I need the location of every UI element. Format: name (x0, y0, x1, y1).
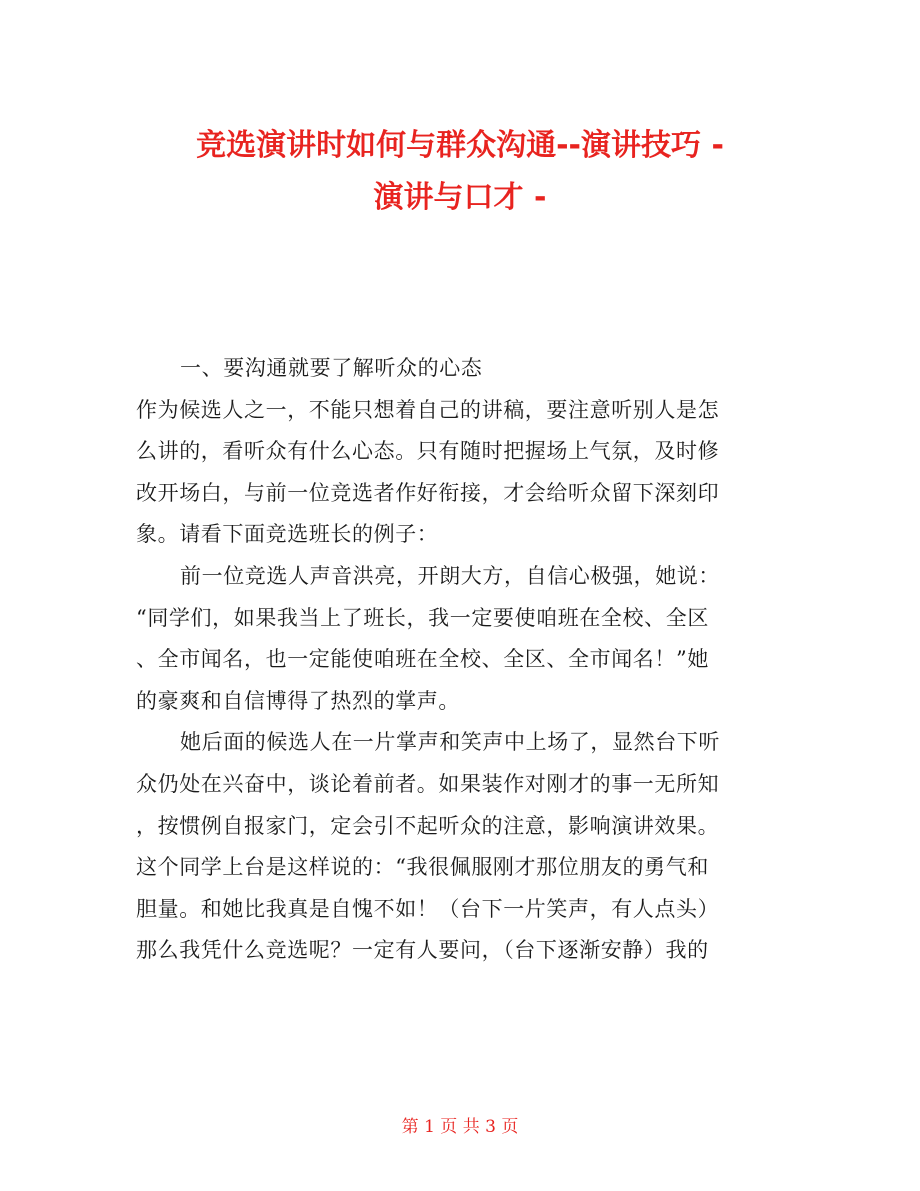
paragraph-line: 、全市闻名，也一定能使咱班在全校、全区、全市闻名！”她 (136, 647, 709, 672)
paragraph-line: “同学们，如果我当上了班长，我一定要使咱班在全校、全区 (136, 605, 709, 630)
paragraph-line: 这个同学上台是这样说的：“我很佩服刚才那位朋友的勇气和 (136, 855, 709, 880)
paragraph-line: 的豪爽和自信博得了热烈的掌声。 (136, 688, 460, 713)
paragraph-line: 那么我凭什么竞选呢？一定有人要问，（台下逐渐安静）我的 (136, 938, 709, 963)
document-title-line-1: 竞选演讲时如何与群众沟通--演讲技巧 - (196, 128, 724, 163)
paragraph-line: 前一位竞选人声音洪亮，开朗大方，自信心极强，她说： (180, 563, 720, 588)
document-body (136, 348, 796, 972)
paragraph-line: 她后面的候选人在一片掌声和笑声中上场了，显然台下听 (180, 730, 720, 755)
paragraph-line: 胆量。和她比我真是自愧不如！（台下一片笑声，有人点头） (136, 896, 720, 921)
paragraph-line: 么讲的，看听众有什么心态。只有随时把握场上气氛，及时修 (136, 439, 720, 464)
paragraph-line: 改开场白，与前一位竞选者作好衔接，才会给听众留下深刻印 (136, 480, 720, 505)
paragraph-line: 众仍处在兴奋中，谈论着前者。如果装作对刚才的事一无所知 (136, 771, 720, 796)
paragraph-line: ，按惯例自报家门，定会引不起听众的注意，影响演讲效果。 (136, 813, 720, 838)
paragraph-line: 象。请看下面竞选班长的例子： (136, 522, 439, 547)
document-title-line-2: 演讲与口才 - (373, 180, 547, 215)
page-number-footer: 第 1 页 共 3 页 (401, 1117, 519, 1137)
section-heading: 一、要沟通就要了解听众的心态 (180, 356, 483, 380)
paragraph-line: 作为候选人之一，不能只想着自己的讲稿，要注意听别人是怎 (136, 397, 720, 422)
